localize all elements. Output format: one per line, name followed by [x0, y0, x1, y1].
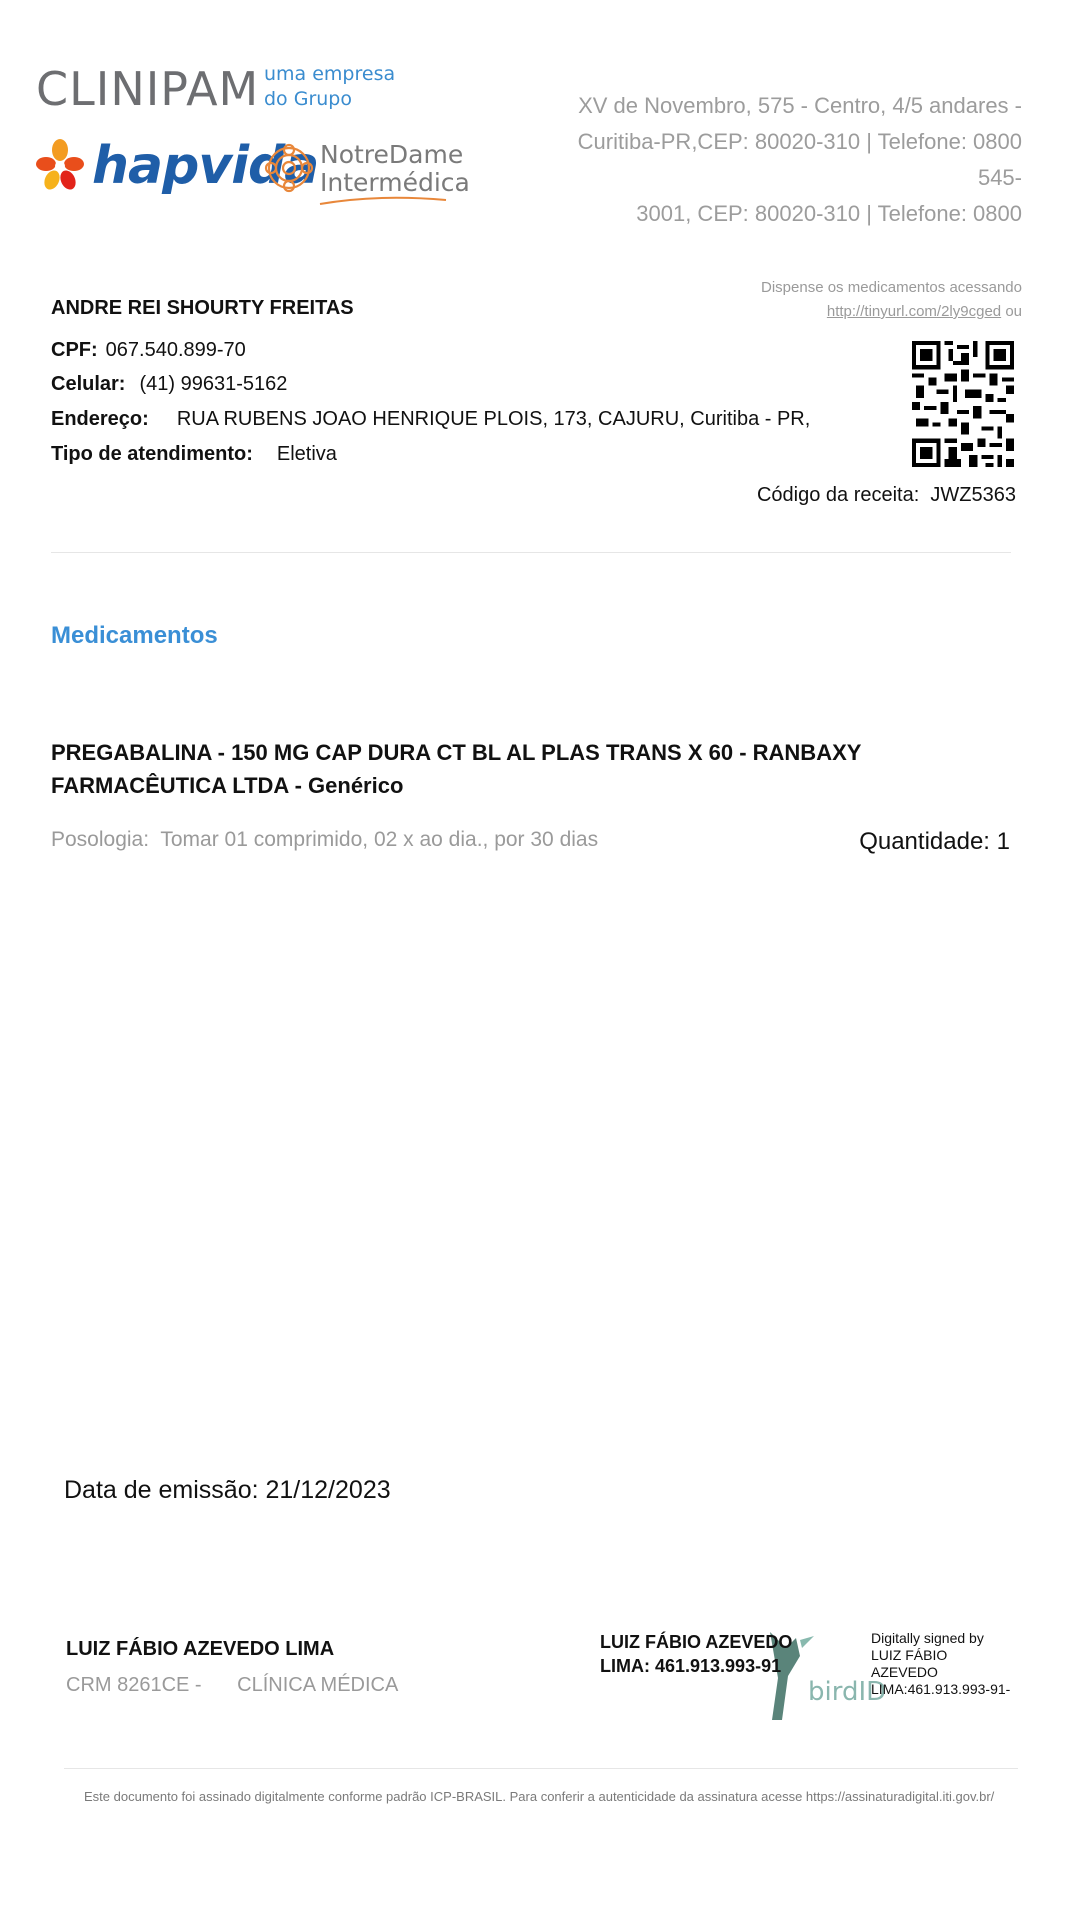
tipo-value: Eletiva: [276, 443, 337, 465]
emissao-date: 21/12/2023: [265, 1476, 391, 1504]
data-emissao: [64, 1476, 391, 1505]
codigo-label: Código da receita:: [756, 484, 920, 506]
digital-signature-text: Digitally signed by LUIZ FÁBIO AZEVEDO LIMA:461.913.993-91-: [871, 1630, 1011, 1697]
group-tagline-line: do Grupo: [264, 88, 352, 110]
tipo-label: Tipo de atendimento:: [51, 443, 253, 465]
notredame-line: NotreDame: [320, 140, 464, 169]
patient-name: ANDRE REI SHOURTY FREITAS: [51, 297, 354, 319]
qr-code-icon[interactable]: [912, 340, 1014, 468]
endereco-value: RUA RUBENS JOAO HENRIQUE PLOIS, 173, CAJURU, Curitiba - PR,: [176, 408, 811, 430]
header-address: [552, 88, 1022, 232]
address-line: 3001, CEP: 80020-310 | Telefone: 0800: [636, 201, 1022, 226]
posologia-label: Posologia:: [51, 828, 150, 851]
address-line: Curitiba-PR,CEP: 80020-310 | Telefone: 0800 545-: [577, 129, 1022, 190]
dispense-info: [761, 276, 1022, 324]
signature-name: [600, 1630, 800, 1678]
doctor-specialty: CLÍNICA MÉDICA: [237, 1674, 399, 1696]
footer-note: Este documento foi assinado digitalmente conforme padrão ICP-BRASIL. Para conferir a autenticidade da assinatura acesse https://assinaturadigital.iti.gov.br/: [84, 1789, 995, 1804]
quantidade-label: Quantidade:: [859, 828, 990, 855]
dispense-suffix: ou: [1005, 303, 1022, 320]
cpf-value: 067.540.899-70: [105, 339, 246, 361]
clinipam-logo: CLINIPAM: [36, 62, 260, 116]
divider: [64, 1768, 1018, 1769]
quantidade: [859, 828, 1010, 856]
cpf-label: CPF:: [51, 339, 98, 361]
celular-field: [51, 373, 287, 396]
medication-name: PREGABALINA - 150 MG CAP DURA CT BL AL PLAS TRANS X 60 - RANBAXY FARMACÊUTICA LTDA - Genérico: [51, 740, 862, 798]
codigo-value: JWZ5363: [930, 484, 1016, 506]
notredame-wordmark: [320, 141, 470, 197]
posologia-value: Tomar 01 comprimido, 02 x ao dia., por 30 dias: [160, 828, 599, 851]
endereco-label: Endereço:: [51, 408, 149, 430]
doctor-crm: [66, 1674, 428, 1697]
notredame-mandala-icon: [264, 138, 314, 200]
tipo-field: [51, 443, 337, 466]
emissao-label: Data de emissão:: [64, 1476, 259, 1504]
signature-line: LIMA: 461.913.993-91: [600, 1656, 782, 1676]
doctor-name: LUIZ FÁBIO AZEVEDO LIMA: [66, 1638, 335, 1660]
group-tagline-line: uma empresa: [264, 63, 396, 85]
notredame-logo: [264, 138, 470, 200]
group-tagline: [264, 62, 395, 112]
celular-value: (41) 99631-5162: [139, 373, 288, 395]
address-line: XV de Novembro, 575 - Centro, 4/5 andares -: [578, 93, 1022, 118]
hapvida-wordmark: hapvida: [92, 136, 319, 196]
hapvida-flower-icon: [36, 138, 84, 194]
dispense-link[interactable]: http://tinyurl.com/2ly9cged: [826, 303, 1002, 320]
birdid-label: birdID: [808, 1677, 887, 1707]
dispense-text: Dispense os medicamentos acessando: [761, 279, 1022, 296]
crm-value: CRM 8261CE -: [66, 1674, 202, 1696]
codigo-receita: [757, 484, 1016, 507]
cpf-field: [51, 339, 246, 362]
endereco-field: [51, 408, 810, 431]
posologia: [51, 828, 598, 852]
medicamentos-title: Medicamentos: [51, 622, 218, 649]
quantidade-value: 1: [996, 828, 1010, 855]
notredame-swoosh-icon: [318, 194, 448, 208]
divider: [51, 552, 1011, 553]
signature-line: LUIZ FÁBIO AZEVEDO: [600, 1632, 793, 1652]
notredame-line: Intermédica: [320, 168, 470, 197]
celular-label: Celular:: [51, 373, 126, 395]
